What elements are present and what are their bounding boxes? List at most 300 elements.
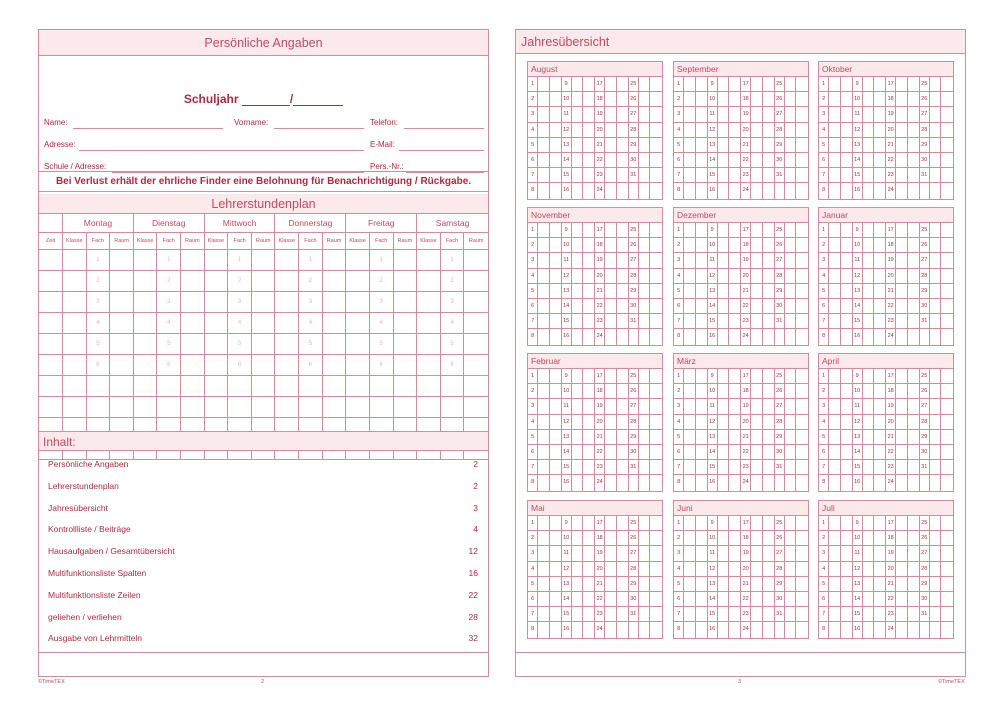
day-entry-cell[interactable] [785,238,797,252]
day-entry-cell[interactable] [751,516,763,530]
day-entry-cell[interactable] [639,223,651,237]
timetable-cell[interactable] [110,292,134,312]
day-entry-cell[interactable] [650,299,662,313]
day-entry-cell[interactable] [718,123,730,137]
day-entry-cell[interactable] [751,138,763,152]
day-entry-cell[interactable] [729,153,741,167]
day-entry-cell[interactable] [751,153,763,167]
day-entry-cell[interactable] [751,369,763,383]
day-entry-cell[interactable] [796,546,808,560]
day-entry-cell[interactable] [572,592,584,606]
day-entry-cell[interactable] [908,384,920,398]
day-entry-cell[interactable] [930,592,942,606]
day-entry-cell[interactable] [941,399,953,413]
timetable-cell[interactable] [394,313,418,333]
day-entry-cell[interactable] [729,607,741,621]
day-entry-cell[interactable] [841,299,853,313]
timetable-cell[interactable] [275,250,299,270]
day-entry-cell[interactable] [829,516,841,530]
timetable-cell[interactable] [205,250,229,270]
day-entry-cell[interactable] [550,138,562,152]
day-entry-cell[interactable] [941,329,953,344]
day-entry-cell[interactable] [941,92,953,106]
day-entry-cell[interactable] [763,577,775,591]
day-entry-cell[interactable] [639,253,651,267]
day-entry-cell[interactable] [639,546,651,560]
day-entry-cell[interactable] [729,577,741,591]
day-entry-cell[interactable] [583,329,595,344]
day-entry-cell[interactable] [930,107,942,121]
day-entry-cell[interactable] [874,369,886,383]
day-entry-cell[interactable] [729,107,741,121]
day-entry-cell[interactable] [763,284,775,298]
timetable-cell[interactable] [181,271,205,291]
day-entry-cell[interactable] [863,183,875,198]
day-entry-cell[interactable] [863,238,875,252]
day-entry-cell[interactable] [572,622,584,637]
day-entry-cell[interactable] [751,460,763,474]
day-entry-cell[interactable] [785,562,797,576]
day-entry-cell[interactable] [650,153,662,167]
day-entry-cell[interactable] [538,384,550,398]
day-entry-cell[interactable] [729,253,741,267]
day-entry-cell[interactable] [874,531,886,545]
day-entry-cell[interactable] [650,516,662,530]
timetable-cell[interactable] [323,313,347,333]
day-entry-cell[interactable] [538,592,550,606]
day-entry-cell[interactable] [605,299,617,313]
timetable-cell[interactable] [299,397,323,417]
day-entry-cell[interactable] [572,546,584,560]
day-entry-cell[interactable] [572,238,584,252]
day-entry-cell[interactable] [785,622,797,637]
day-entry-cell[interactable] [718,622,730,637]
day-entry-cell[interactable] [617,475,629,490]
toc-item[interactable] [39,585,488,607]
day-entry-cell[interactable] [650,329,662,344]
day-entry-cell[interactable] [763,77,775,91]
day-entry-cell[interactable] [650,369,662,383]
day-entry-cell[interactable] [583,399,595,413]
day-entry-cell[interactable] [796,153,808,167]
day-entry-cell[interactable] [829,475,841,490]
day-entry-cell[interactable] [538,369,550,383]
day-entry-cell[interactable] [696,546,708,560]
day-entry-cell[interactable] [617,223,629,237]
day-entry-cell[interactable] [572,577,584,591]
timetable-cell[interactable] [63,376,87,396]
day-entry-cell[interactable] [617,107,629,121]
day-entry-cell[interactable] [550,369,562,383]
timetable-cell[interactable] [205,376,229,396]
day-entry-cell[interactable] [829,399,841,413]
day-entry-cell[interactable] [751,384,763,398]
day-entry-cell[interactable] [785,153,797,167]
day-entry-cell[interactable] [785,577,797,591]
day-entry-cell[interactable] [583,607,595,621]
day-entry-cell[interactable] [684,314,696,328]
day-entry-cell[interactable] [785,369,797,383]
day-entry-cell[interactable] [796,415,808,429]
day-entry-cell[interactable] [829,269,841,283]
day-entry-cell[interactable] [718,284,730,298]
day-entry-cell[interactable] [763,384,775,398]
day-entry-cell[interactable] [896,369,908,383]
day-entry-cell[interactable] [650,445,662,459]
day-entry-cell[interactable] [538,562,550,576]
toc-item[interactable] [39,541,488,563]
day-entry-cell[interactable] [684,253,696,267]
day-entry-cell[interactable] [763,253,775,267]
timetable-cell[interactable] [87,397,111,417]
timetable-cell[interactable] [275,355,299,375]
day-entry-cell[interactable] [538,223,550,237]
day-entry-cell[interactable] [941,314,953,328]
day-entry-cell[interactable] [930,399,942,413]
day-entry-cell[interactable] [550,415,562,429]
day-entry-cell[interactable] [729,329,741,344]
day-entry-cell[interactable] [751,284,763,298]
day-entry-cell[interactable] [617,238,629,252]
day-entry-cell[interactable] [930,123,942,137]
timetable-cell[interactable] [63,250,87,270]
day-entry-cell[interactable] [908,314,920,328]
day-entry-cell[interactable] [863,77,875,91]
day-entry-cell[interactable] [874,546,886,560]
day-entry-cell[interactable] [841,238,853,252]
day-entry-cell[interactable] [763,562,775,576]
timetable-cell[interactable] [63,271,87,291]
day-entry-cell[interactable] [572,299,584,313]
day-entry-cell[interactable] [572,445,584,459]
day-entry-cell[interactable] [729,223,741,237]
timetable-cell[interactable] [181,250,205,270]
day-entry-cell[interactable] [863,284,875,298]
day-entry-cell[interactable] [874,562,886,576]
day-entry-cell[interactable] [696,269,708,283]
day-entry-cell[interactable] [729,299,741,313]
day-entry-cell[interactable] [908,546,920,560]
timetable-cell[interactable] [181,292,205,312]
day-entry-cell[interactable] [841,546,853,560]
timetable-cell[interactable] [464,334,488,354]
timetable-cell[interactable] [134,271,158,291]
day-entry-cell[interactable] [718,415,730,429]
day-entry-cell[interactable] [763,138,775,152]
day-entry-cell[interactable] [941,123,953,137]
day-entry-cell[interactable] [572,253,584,267]
day-entry-cell[interactable] [829,123,841,137]
day-entry-cell[interactable] [874,107,886,121]
day-entry-cell[interactable] [617,77,629,91]
day-entry-cell[interactable] [751,399,763,413]
day-entry-cell[interactable] [785,168,797,182]
day-entry-cell[interactable] [696,238,708,252]
day-entry-cell[interactable] [718,329,730,344]
day-entry-cell[interactable] [896,329,908,344]
day-entry-cell[interactable] [639,138,651,152]
day-entry-cell[interactable] [550,238,562,252]
email-field[interactable] [399,150,484,151]
day-entry-cell[interactable] [874,299,886,313]
day-entry-cell[interactable] [896,607,908,621]
day-entry-cell[interactable] [841,562,853,576]
day-entry-cell[interactable] [874,445,886,459]
day-entry-cell[interactable] [718,562,730,576]
day-entry-cell[interactable] [572,284,584,298]
day-entry-cell[interactable] [718,77,730,91]
timetable-cell[interactable] [346,355,370,375]
day-entry-cell[interactable] [785,531,797,545]
day-entry-cell[interactable] [605,516,617,530]
day-entry-cell[interactable] [605,475,617,490]
day-entry-cell[interactable] [684,223,696,237]
day-entry-cell[interactable] [751,92,763,106]
day-entry-cell[interactable] [538,475,550,490]
day-entry-cell[interactable] [874,92,886,106]
day-entry-cell[interactable] [650,123,662,137]
toc-item[interactable] [39,476,488,498]
day-entry-cell[interactable] [841,516,853,530]
day-entry-cell[interactable] [684,399,696,413]
day-entry-cell[interactable] [538,299,550,313]
day-entry-cell[interactable] [763,516,775,530]
day-entry-cell[interactable] [841,607,853,621]
day-entry-cell[interactable] [696,253,708,267]
day-entry-cell[interactable] [763,415,775,429]
day-entry-cell[interactable] [729,314,741,328]
timetable-cell[interactable] [417,250,441,270]
timetable-cell[interactable] [394,292,418,312]
day-entry-cell[interactable] [583,592,595,606]
day-entry-cell[interactable] [639,430,651,444]
day-entry-cell[interactable] [605,269,617,283]
day-entry-cell[interactable] [863,314,875,328]
timetable-cell[interactable] [299,376,323,396]
day-entry-cell[interactable] [729,399,741,413]
day-entry-cell[interactable] [605,123,617,137]
day-entry-cell[interactable] [583,299,595,313]
day-entry-cell[interactable] [538,238,550,252]
day-entry-cell[interactable] [605,329,617,344]
timetable-cell[interactable] [275,334,299,354]
day-entry-cell[interactable] [729,92,741,106]
day-entry-cell[interactable] [572,369,584,383]
timetable-cell[interactable] [110,376,134,396]
day-entry-cell[interactable] [684,238,696,252]
day-entry-cell[interactable] [538,107,550,121]
toc-item[interactable] [39,607,488,629]
day-entry-cell[interactable] [583,622,595,637]
day-entry-cell[interactable] [572,531,584,545]
day-entry-cell[interactable] [874,168,886,182]
day-entry-cell[interactable] [930,284,942,298]
day-entry-cell[interactable] [583,577,595,591]
toc-item[interactable] [39,519,488,541]
day-entry-cell[interactable] [863,460,875,474]
day-entry-cell[interactable] [785,107,797,121]
day-entry-cell[interactable] [751,430,763,444]
day-entry-cell[interactable] [785,329,797,344]
day-entry-cell[interactable] [583,238,595,252]
day-entry-cell[interactable] [550,153,562,167]
day-entry-cell[interactable] [829,138,841,152]
day-entry-cell[interactable] [684,430,696,444]
day-entry-cell[interactable] [930,329,942,344]
day-entry-cell[interactable] [930,460,942,474]
day-entry-cell[interactable] [908,299,920,313]
day-entry-cell[interactable] [941,384,953,398]
day-entry-cell[interactable] [785,516,797,530]
day-entry-cell[interactable] [751,577,763,591]
day-entry-cell[interactable] [696,107,708,121]
day-entry-cell[interactable] [617,531,629,545]
day-entry-cell[interactable] [763,314,775,328]
day-entry-cell[interactable] [874,77,886,91]
day-entry-cell[interactable] [684,622,696,637]
day-entry-cell[interactable] [785,592,797,606]
day-entry-cell[interactable] [729,369,741,383]
timetable-cell[interactable] [205,334,229,354]
day-entry-cell[interactable] [863,607,875,621]
day-entry-cell[interactable] [785,92,797,106]
day-entry-cell[interactable] [550,223,562,237]
day-entry-cell[interactable] [639,77,651,91]
day-entry-cell[interactable] [841,622,853,637]
day-entry-cell[interactable] [763,531,775,545]
day-entry-cell[interactable] [863,369,875,383]
day-entry-cell[interactable] [696,415,708,429]
day-entry-cell[interactable] [684,329,696,344]
day-entry-cell[interactable] [796,138,808,152]
day-entry-cell[interactable] [930,430,942,444]
timetable-cell[interactable] [394,355,418,375]
day-entry-cell[interactable] [572,384,584,398]
day-entry-cell[interactable] [605,430,617,444]
day-entry-cell[interactable] [583,223,595,237]
day-entry-cell[interactable] [572,107,584,121]
day-entry-cell[interactable] [650,269,662,283]
day-entry-cell[interactable] [729,168,741,182]
day-entry-cell[interactable] [874,138,886,152]
day-entry-cell[interactable] [684,299,696,313]
day-entry-cell[interactable] [874,183,886,198]
day-entry-cell[interactable] [684,92,696,106]
day-entry-cell[interactable] [796,445,808,459]
day-entry-cell[interactable] [829,77,841,91]
day-entry-cell[interactable] [796,399,808,413]
day-entry-cell[interactable] [908,153,920,167]
day-entry-cell[interactable] [841,123,853,137]
day-entry-cell[interactable] [751,223,763,237]
day-entry-cell[interactable] [729,269,741,283]
day-entry-cell[interactable] [908,269,920,283]
day-entry-cell[interactable] [605,445,617,459]
day-entry-cell[interactable] [763,607,775,621]
day-entry-cell[interactable] [718,430,730,444]
day-entry-cell[interactable] [583,460,595,474]
schuljahr-start-line[interactable] [242,94,290,106]
day-entry-cell[interactable] [718,183,730,198]
day-entry-cell[interactable] [696,562,708,576]
day-entry-cell[interactable] [684,269,696,283]
day-entry-cell[interactable] [751,269,763,283]
day-entry-cell[interactable] [696,445,708,459]
day-entry-cell[interactable] [863,516,875,530]
day-entry-cell[interactable] [605,284,617,298]
day-entry-cell[interactable] [729,460,741,474]
day-entry-cell[interactable] [583,107,595,121]
day-entry-cell[interactable] [751,562,763,576]
day-entry-cell[interactable] [718,107,730,121]
day-entry-cell[interactable] [617,562,629,576]
day-entry-cell[interactable] [718,531,730,545]
timetable-cell[interactable] [110,397,134,417]
day-entry-cell[interactable] [583,531,595,545]
day-entry-cell[interactable] [751,77,763,91]
day-entry-cell[interactable] [550,314,562,328]
day-entry-cell[interactable] [605,384,617,398]
timetable-cell[interactable] [275,376,299,396]
timetable-cell[interactable] [464,313,488,333]
day-entry-cell[interactable] [550,516,562,530]
day-entry-cell[interactable] [583,475,595,490]
day-entry-cell[interactable] [550,562,562,576]
day-entry-cell[interactable] [650,399,662,413]
day-entry-cell[interactable] [841,415,853,429]
day-entry-cell[interactable] [930,562,942,576]
day-entry-cell[interactable] [751,445,763,459]
timetable-cell[interactable] [157,397,181,417]
toc-item[interactable] [39,628,488,650]
day-entry-cell[interactable] [930,369,942,383]
day-entry-cell[interactable] [841,430,853,444]
timetable-cell[interactable] [110,355,134,375]
timetable-cell[interactable] [205,397,229,417]
day-entry-cell[interactable] [829,369,841,383]
day-entry-cell[interactable] [930,314,942,328]
day-entry-cell[interactable] [696,329,708,344]
timetable-cell[interactable] [346,313,370,333]
day-entry-cell[interactable] [684,475,696,490]
timetable-cell[interactable] [134,355,158,375]
day-entry-cell[interactable] [538,123,550,137]
day-entry-cell[interactable] [941,592,953,606]
day-entry-cell[interactable] [941,253,953,267]
day-entry-cell[interactable] [583,430,595,444]
day-entry-cell[interactable] [863,138,875,152]
day-entry-cell[interactable] [941,269,953,283]
day-entry-cell[interactable] [829,607,841,621]
day-entry-cell[interactable] [605,460,617,474]
day-entry-cell[interactable] [605,622,617,637]
day-entry-cell[interactable] [684,384,696,398]
day-entry-cell[interactable] [829,168,841,182]
day-entry-cell[interactable] [550,168,562,182]
timetable-cell[interactable] [370,376,394,396]
timetable-cell[interactable] [346,250,370,270]
day-entry-cell[interactable] [941,168,953,182]
day-entry-cell[interactable] [785,123,797,137]
day-entry-cell[interactable] [863,329,875,344]
day-entry-cell[interactable] [718,475,730,490]
day-entry-cell[interactable] [729,238,741,252]
day-entry-cell[interactable] [841,445,853,459]
day-entry-cell[interactable] [941,369,953,383]
day-entry-cell[interactable] [785,475,797,490]
day-entry-cell[interactable] [583,168,595,182]
day-entry-cell[interactable] [696,475,708,490]
